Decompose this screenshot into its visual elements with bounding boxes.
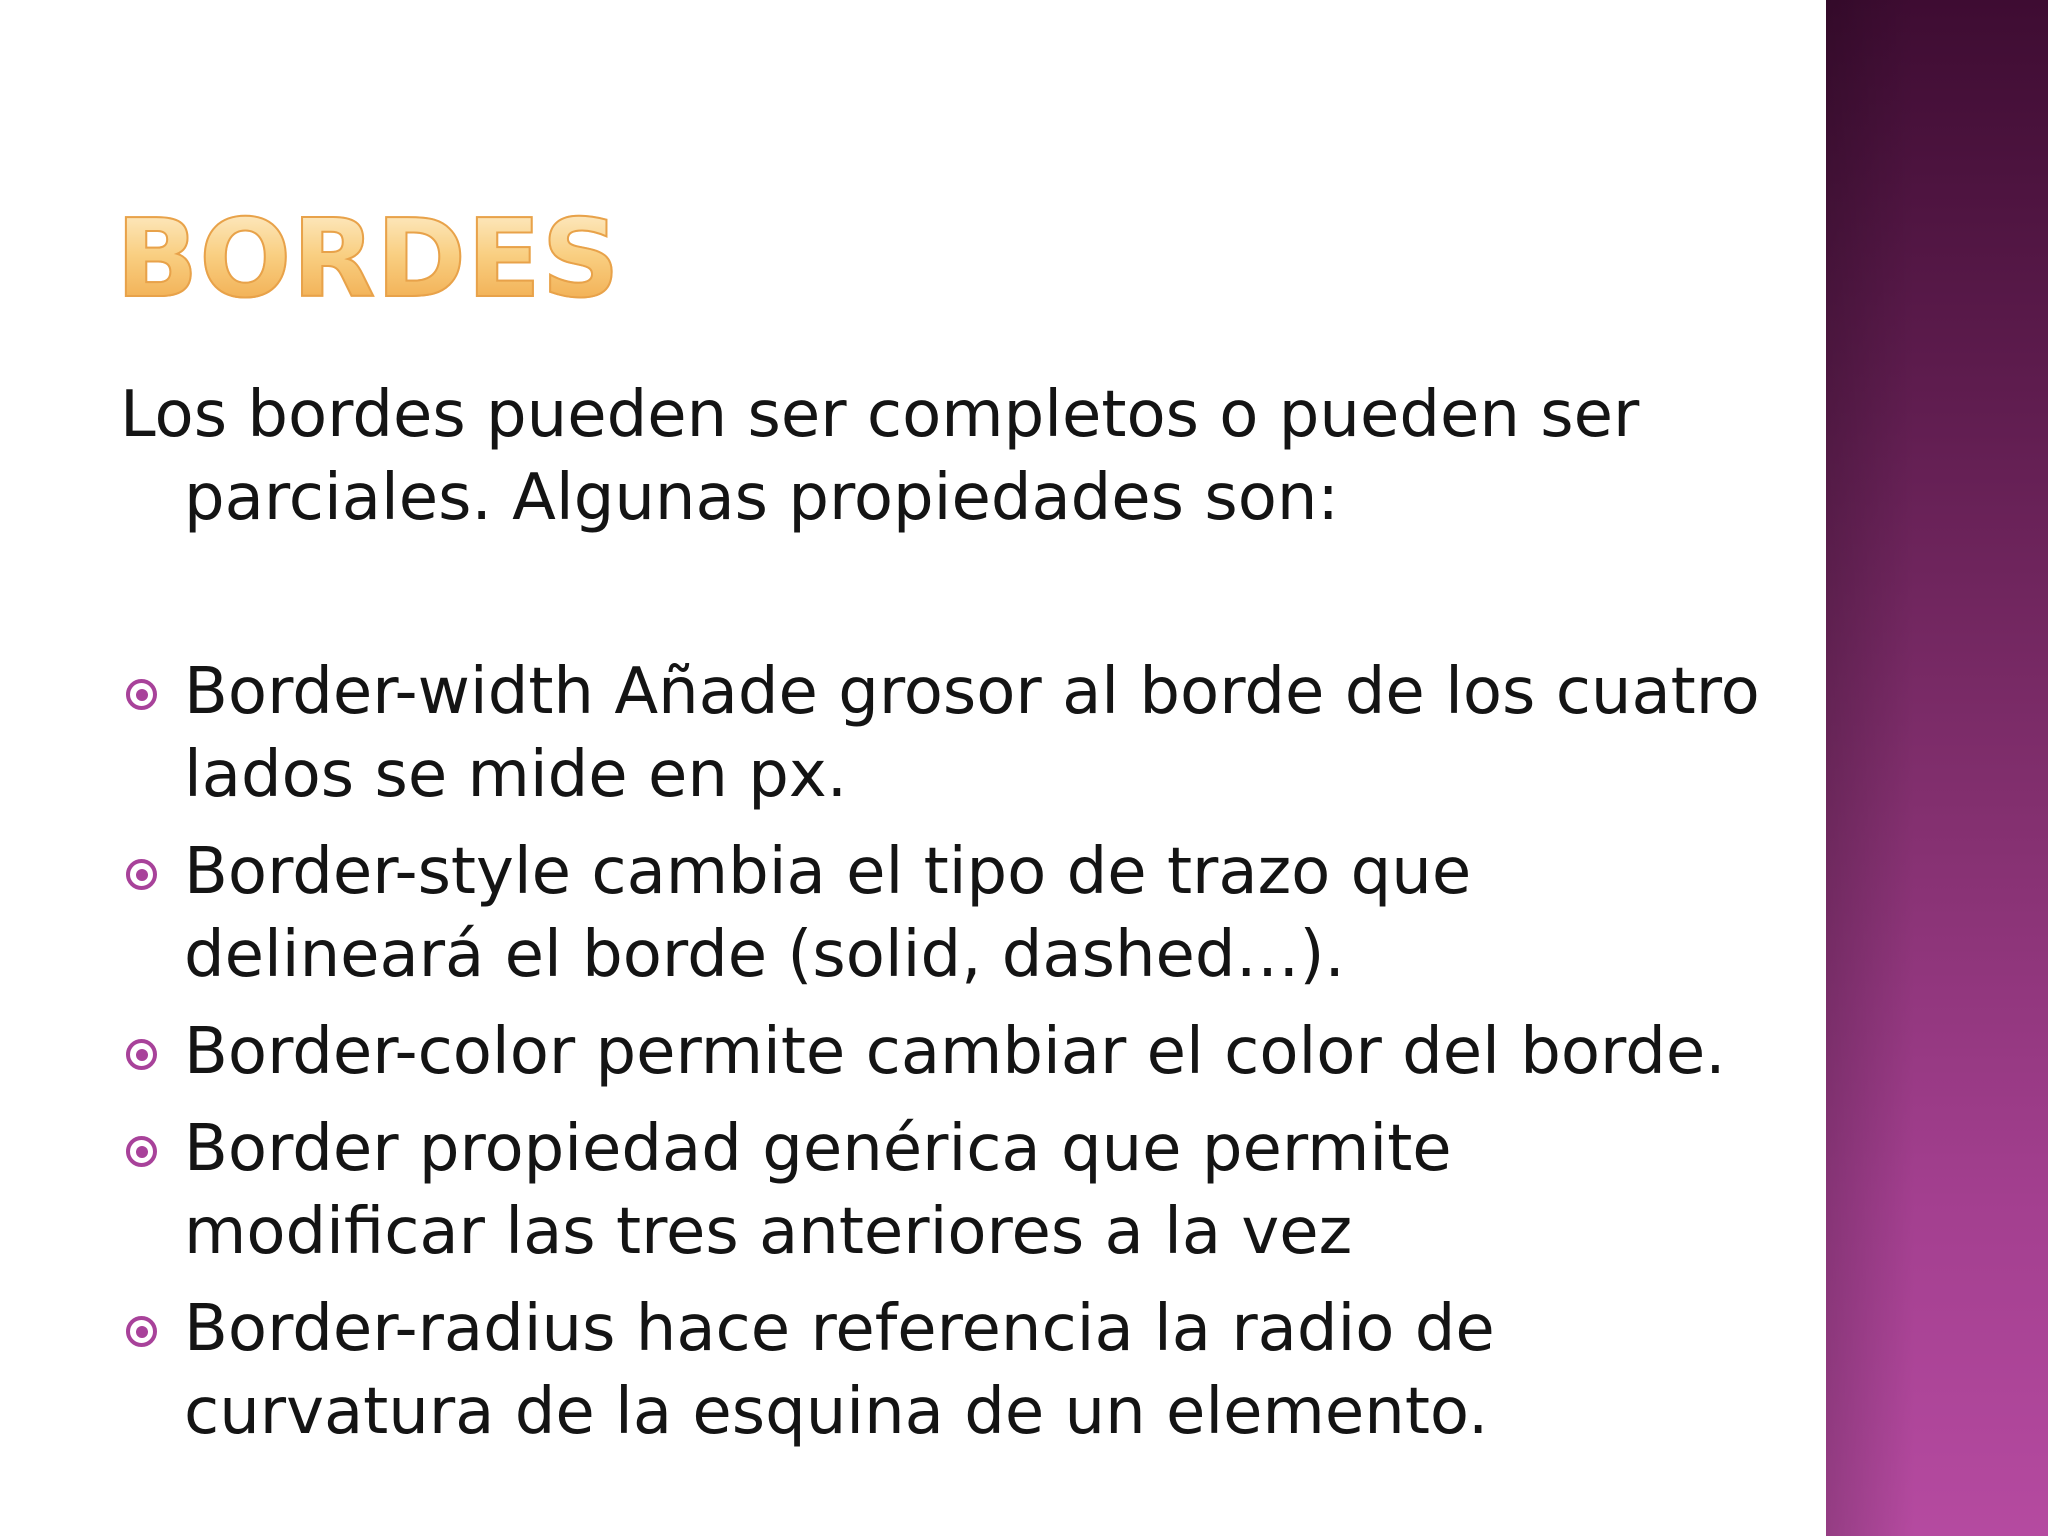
circle-dot-icon	[126, 1316, 157, 1347]
circle-dot-icon	[126, 859, 157, 890]
bullet-list	[120, 651, 1760, 1454]
bullet-text: Border-color permite cambiar el color del borde.	[184, 1015, 1726, 1089]
circle-dot-icon	[126, 1039, 157, 1070]
circle-dot-icon	[126, 1136, 157, 1167]
slide-content	[120, 374, 1760, 1468]
slide-title: BORDES	[116, 197, 621, 322]
bullet-item-border-radius	[120, 1288, 1760, 1454]
bullet-item-border-style	[120, 831, 1760, 997]
bullet-item-border-width	[120, 651, 1760, 817]
circle-dot-icon	[126, 679, 157, 710]
bullet-text: Border-width Añade grosor al borde de los cuatro lados se mide en px.	[184, 655, 1760, 812]
decorative-side-bar	[1826, 0, 2048, 1536]
bullet-item-border-color	[120, 1011, 1760, 1094]
paragraph-spacer	[120, 540, 1760, 651]
bullet-text: Border-radius hace referencia la radio de curvatura de la esquina de un elemento.	[184, 1292, 1495, 1449]
bullet-text: Border-style cambia el tipo de trazo que delineará el borde (solid, dashed…).	[184, 835, 1472, 992]
bullet-text: Border propiedad genérica que permite modificar las tres anteriores a la vez	[184, 1112, 1452, 1269]
intro-paragraph: Los bordes pueden ser completos o pueden ser parciales. Algunas propiedades son:	[120, 378, 1640, 535]
bullet-item-border	[120, 1108, 1760, 1274]
